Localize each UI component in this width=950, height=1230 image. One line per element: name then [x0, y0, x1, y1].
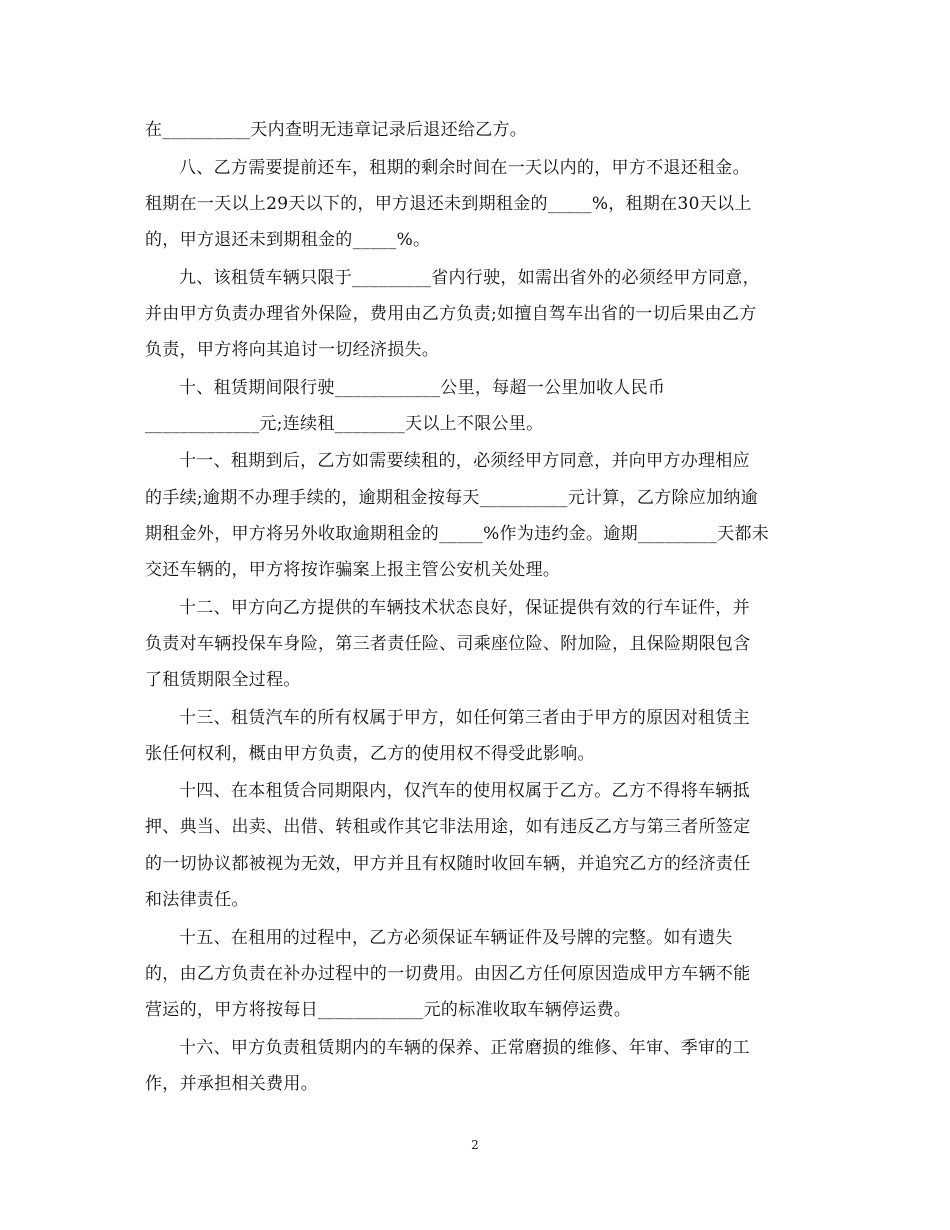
- text-line: 的一切协议都被视为无效，甲方并且有权随时收回车辆，并追究乙方的经济责任: [145, 854, 751, 874]
- text-line: 和法律责任。: [145, 890, 249, 910]
- text-line: 租期在一天以上29天以下的，甲方退还未到期租金的_____%，租期在30天以上: [145, 194, 752, 214]
- text-line: 九、该租赁车辆只限于_________省内行驶，如需出省外的必须经甲方同意，: [179, 268, 760, 288]
- text-line: 在__________天内查明无违章记录后退还给乙方。: [145, 120, 528, 140]
- text-line: 负责对车辆投保车身险，第三者责任险、司乘座位险、附加险，且保险期限包含: [145, 634, 751, 654]
- text-line: 十五、在租用的过程中，乙方必须保证车辆证件及号牌的完整。如有遗失: [179, 928, 733, 948]
- text-line: 了租赁期限全过程。: [145, 670, 301, 690]
- text-line: 十四、在本租赁合同期限内，仅汽车的使用权属于乙方。乙方不得将车辆抵: [179, 781, 750, 801]
- text-line: 的，甲方退还未到期租金的_____%。: [145, 230, 431, 250]
- text-line: 十、租赁期间限行驶____________公里，每超一公里加收人民币: [179, 378, 666, 398]
- text-line: 十三、租赁汽车的所有权属于甲方，如任何第三者由于甲方的原因对租赁主: [179, 708, 750, 728]
- text-line: 并由甲方负责办理省外保险，费用由乙方负责;如擅自驾车出省的一切后果由乙方: [145, 304, 757, 324]
- text-line: 营运的，甲方将按每日____________元的标准收取车辆停运费。: [145, 1000, 632, 1020]
- text-line: 八、乙方需要提前还车，租期的剩余时间在一天以内的，甲方不退还租金。: [179, 158, 750, 178]
- text-line: 的手续;逾期不办理手续的，逾期租金按每天__________元计算，乙方除应加纳逾: [145, 488, 759, 508]
- text-line: 作，并承担相关费用。: [145, 1074, 318, 1094]
- text-line: 张任何权利，概由甲方负责，乙方的使用权不得受此影响。: [145, 744, 595, 764]
- text-line: _____________元;连续租________天以上不限公里。: [145, 414, 544, 434]
- text-line: 的，由乙方负责在补办过程中的一切费用。由因乙方任何原因造成甲方车辆不能: [145, 964, 751, 984]
- text-line: 十六、甲方负责租赁期内的车辆的保养、正常磨损的维修、年审、季审的工: [179, 1038, 750, 1058]
- text-line: 十一、租期到后，乙方如需要续租的，必须经甲方同意，并向甲方办理相应: [179, 451, 750, 471]
- text-line: 负责，甲方将向其追讨一切经济损失。: [145, 340, 440, 360]
- text-line: 十二、甲方向乙方提供的车辆技术状态良好，保证提供有效的行车证件，并: [179, 598, 750, 618]
- text-line: 期租金外，甲方将另外收取逾期租金的_____%作为违约金。逾期_________天都未: [145, 524, 770, 544]
- text-line: 交还车辆的，甲方将按诈骗案上报主管公安机关处理。: [145, 560, 561, 580]
- page-number: 2: [471, 1138, 479, 1152]
- text-line: 押、典当、出卖、出借、转租或作其它非法用途，如有违反乙方与第三者所签定: [145, 817, 751, 837]
